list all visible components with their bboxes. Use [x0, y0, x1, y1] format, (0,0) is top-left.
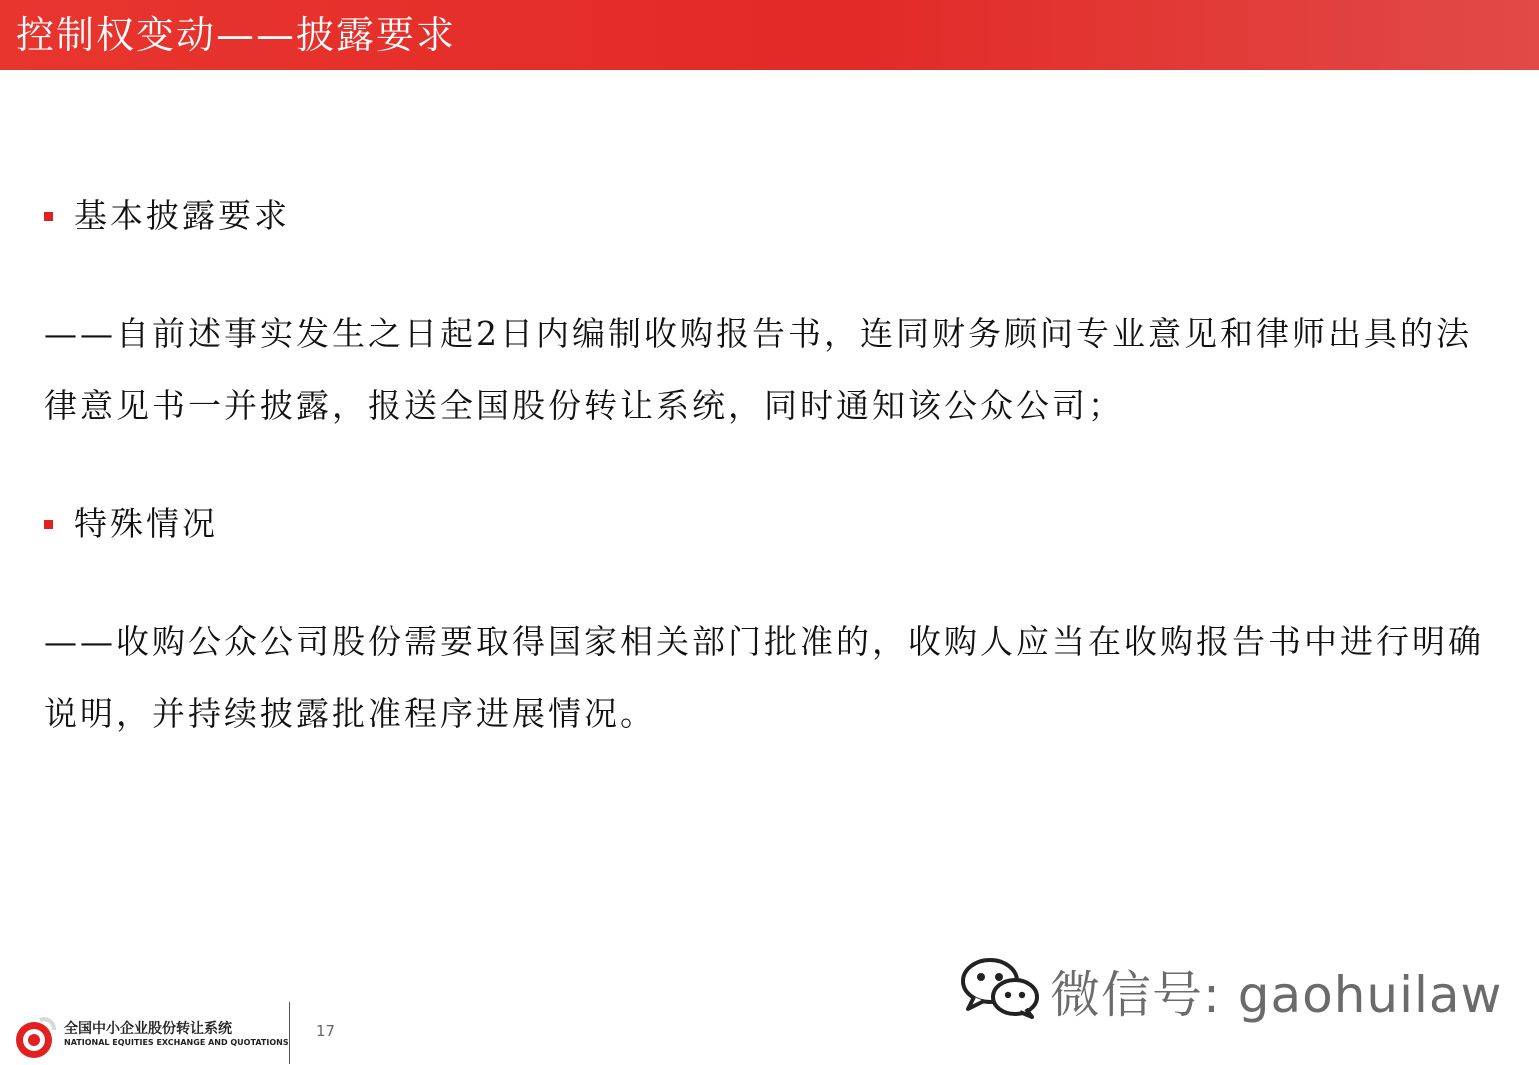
logo-chinese-text: 全国中小企业股份转让系统	[64, 1021, 232, 1037]
page-number: 17	[316, 1022, 336, 1040]
neeq-logo-icon	[12, 1012, 60, 1062]
wechat-icon	[958, 955, 1042, 1019]
section-heading-label: 特殊情况	[74, 504, 218, 543]
section-body-basic: ——自前述事实发生之日起2日内编制收购报告书，连同财务顾问专业意见和律师出具的法律意见书一并披露，报送全国股份转让系统，同时通知该公众公司；	[44, 314, 1472, 425]
logo-english-text: NATIONAL EQUITIES EXCHANGE AND QUOTATIONS	[64, 1038, 289, 1047]
section-heading-basic	[44, 196, 290, 236]
square-bullet-icon	[44, 212, 53, 221]
page-title: 控制权变动——披露要求	[16, 13, 457, 57]
neeq-logo	[12, 1012, 289, 1062]
square-bullet-icon	[44, 520, 53, 529]
section-heading-special	[44, 504, 218, 544]
section-body-special: ——收购公众公司股份需要取得国家相关部门批准的，收购人应当在收购报告书中进行明确说明，并持续披露批准程序进展情况。	[44, 622, 1484, 733]
wechat-watermark: 微信号: gaohuilaw	[1050, 966, 1503, 1024]
title-bar	[0, 0, 1539, 70]
footer-divider	[289, 1002, 290, 1064]
section-heading-label: 基本披露要求	[74, 196, 290, 235]
